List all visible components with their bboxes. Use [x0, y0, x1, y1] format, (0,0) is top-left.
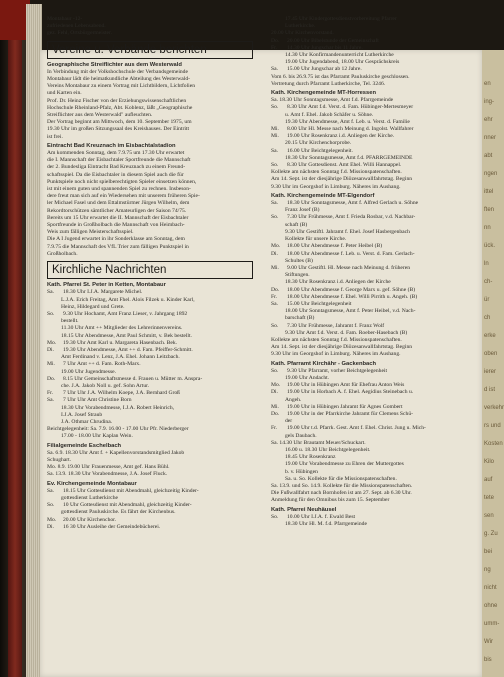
text-line: der: [285, 418, 293, 425]
entry-text: 18.30 Uhr Sonntagsmesse, Amt f. Alfred Gerlach u. Söhne: [287, 200, 419, 207]
text-line: Punktspiele noch nicht spielberechtigten Spieler einsetzen können,: [47, 178, 197, 185]
schedule-entry: [271, 66, 479, 73]
margin-fragment: ng: [484, 567, 491, 573]
text-line: 19.00 Uhr Jugendabend, 18.00 Uhr Gesprächskreis: [285, 59, 400, 66]
schedule-entry: [47, 524, 253, 531]
entry-day: Mi.: [271, 403, 279, 410]
text-line: 19.00 Uhr Jugendmesse.: [61, 368, 116, 375]
text-line: zufriedenen Lebensabend.: [47, 23, 106, 30]
entry-day: So.: [271, 513, 279, 520]
margin-fragment: en: [484, 81, 491, 87]
margin-fragment: g. Zu: [484, 531, 498, 537]
schedule-entry: [47, 311, 253, 318]
entry-day: Di.: [271, 389, 278, 396]
entry-text: 16 30 Uhr Ausleihe der Gemeindebücherei.: [63, 523, 161, 530]
entry-text: 18.15 Uhr Gottesdienst mit Abendmahl, gleichzeitig Kinder-: [63, 487, 199, 494]
entry-day: Fr.: [47, 390, 54, 397]
schedule-entry: [271, 133, 479, 140]
entry-day: Di.: [271, 250, 278, 257]
text-line: 7.9.75 die Mannschaft des VfL Trier zum fälligen Punktspiel in: [47, 243, 189, 250]
text-line: 18.30 Uhr Rosenkranz i.d. Anliegen der Kirche: [285, 279, 391, 286]
article-heading: Kath. Pfarrei St. Peter in Ketten, Montabaur: [47, 282, 166, 289]
article-heading: Ev. Kirchengemeinde Montabaur: [47, 480, 137, 487]
text-line: Die Fußwallfahrt nach Bornhofen ist am 27. Sept. ab 6.30 Uhr.: [271, 490, 412, 497]
text-line: und Karten ein.: [47, 90, 82, 97]
text-line: Hochschule Rheinland-Pfalz, Abt. Koblenz, läßt „Geographische: [47, 104, 193, 111]
schedule-entry: [271, 301, 479, 308]
entry-day: Mo.: [271, 243, 281, 250]
text-line: 9.30 Uhr im Georgshof in Limburg. Näheres im Aushang.: [271, 183, 401, 190]
entry-text: 18.00 Uhr Abendmesse f. Peter Heibel (B): [287, 243, 383, 250]
text-line: Vom 6. bis 26.9.75 ist das Pfarramt Pauluskirche geschlossen.: [271, 73, 410, 80]
schedule-entry: [271, 382, 479, 389]
schedule-entry: [271, 200, 479, 207]
margin-fragment: abt: [484, 153, 493, 159]
entry-day: Sa.: [271, 300, 278, 307]
text-line: Sa. 13.9. 18.30 Uhr Vorabendmesse, J.A. Josef Fluck.: [47, 471, 168, 478]
entry-text: 19.30 Uhr Abendmesse, Amt ++ d. Fam. Pfeiffer-Schmitt.: [63, 346, 193, 353]
entry-text: 9.30 Uhr Hochamt, Amt Franz Lieser, v. Jahrgang 1892: [63, 310, 188, 317]
entry-day: Di.: [47, 523, 54, 530]
text-line: Prof. Dr. Heinz Fischer von der Erziehungswissenschaftlichen: [47, 97, 187, 104]
text-line: barschaft (B): [285, 315, 315, 322]
text-line: gels Daubach.: [285, 432, 317, 439]
schedule-entry: [271, 368, 479, 375]
article-heading: Kath. Pfarrei Neuhäusel: [271, 506, 337, 513]
text-line: 18.30 Uhr Vorabendmesse, I.J.A. Robert Heinrich,: [61, 404, 175, 411]
entry-text: 10.00 Uhr I.J.A. f. Ewald Best: [287, 513, 356, 520]
schedule-entry: [271, 38, 479, 45]
text-line: Lutherkirche.: [285, 23, 316, 30]
right-column: [271, 16, 479, 528]
entry-day: Sa.: [47, 487, 54, 494]
entry-text: 19.00 Uhr in der Pfarrkirche Jahramt für Clemens Schü-: [287, 410, 413, 417]
schedule-entry: [271, 323, 479, 330]
schedule-entry: [271, 411, 479, 418]
entry-text: 8.00 Uhr Hl. Messe nach Meinung d. Ingolst. Wallfahrer: [287, 126, 414, 133]
text-line: Am 14. Sept. ist der diesjährige Diözesanwallfahrtstag. Beginn: [271, 176, 413, 183]
entry-day: Do.: [271, 410, 280, 417]
schedule-entry: [271, 425, 479, 432]
entry-day: So.: [271, 162, 279, 169]
entry-day: So.: [271, 214, 279, 221]
margin-fragment: ück.: [484, 243, 496, 249]
margin-fragment: Wir: [484, 639, 493, 645]
margin-fragment: nicht: [484, 585, 497, 591]
schedule-entry: [47, 376, 253, 383]
text-line: ist frei.: [47, 133, 63, 140]
text-line: Montabaur lädt die heimatkundliche Abteilung des Westerwald-: [47, 76, 190, 83]
text-line: Kollekte am nächsten Sonntag f.d. Missionspatenschaften.: [271, 169, 402, 176]
entry-day: Mi.: [271, 133, 279, 140]
text-line: gottesdienst Lutherkirche: [61, 494, 119, 501]
text-line: bestellt.: [61, 318, 79, 325]
text-line: Beichtgelegenheit: Sa. 7.9. 16.00 - 17.00 Uhr Pfr. Niederberger: [47, 426, 189, 433]
margin-fragment: d ist: [484, 387, 496, 393]
text-line: Anmeldung für den Omnibus bis zum 15. September: [271, 497, 390, 504]
text-line: 16.00 u. 18.30 Uhr Beichtgelegenheit.: [285, 446, 371, 453]
entry-day: Sa.: [271, 66, 278, 73]
text-line: L.J.A. Erich Freitag, Amt Fhel. Alois Filzek u. Kinder Karl,: [61, 296, 195, 303]
text-line: Stiftungen.: [285, 272, 310, 279]
entry-day: Sa.: [47, 289, 54, 296]
entry-day: Di.: [47, 346, 54, 353]
text-line: Großholbach.: [47, 250, 78, 257]
entry-text: 15.00 Uhr Beichtgelegenheit: [287, 300, 352, 307]
text-line: die I. Mannschaft der Eisbachtaler Sportfreunde die Mannschaft: [47, 157, 191, 164]
schedule-entry: [271, 265, 479, 272]
schedule-entry: [47, 289, 253, 296]
text-line: Streiflichter aus dem Westerwald" aufleuchten.: [47, 112, 153, 119]
margin-fragment: ften: [484, 207, 495, 213]
entry-day: So.: [271, 322, 279, 329]
text-line: Sa. 6.9. 18.30 Uhr Amt f. + Kapellenvorstandsmitglied Jakob: [47, 449, 185, 456]
schedule-entry: [271, 162, 479, 169]
spine-binding-strip: [8, 0, 22, 677]
text-line: schaft (B): [285, 221, 308, 228]
entry-text: 19.30 Uhr Amt Karl u. Margareta Hasenbach. Bek.: [63, 339, 178, 346]
schedule-entry: [271, 45, 479, 52]
entry-day: So.: [47, 502, 55, 509]
margin-fragment: Kosten: [484, 441, 503, 447]
text-line: Schultes (B): [285, 257, 313, 264]
schedule-entry: [271, 287, 479, 294]
text-line: Sportfreunde in Großholbach die Mannschaft von Heimbach-: [47, 222, 185, 229]
text-line: 9.30 Uhr Gestiftl. Jahramt f. Ehel. Josef Hasbergenbach: [285, 228, 410, 235]
schedule-entry: [47, 347, 253, 354]
entry-day: Mo.: [47, 339, 57, 346]
entry-text: 7.30 Uhr Frühmesse, Amt f. Frieda Rosbar, v.d. Nachbar-: [287, 214, 416, 221]
text-line: 9.30 Uhr Amt f.d. Verst. d. Fam. Roeber-Hasebach (B): [285, 329, 408, 336]
margin-fragment: verkehr: [484, 405, 504, 411]
text-line: Kollekte für unsere Kirche.: [285, 236, 347, 243]
section-title: Vereine u. Verbände berichten: [47, 41, 253, 59]
entry-day: So.: [271, 104, 279, 111]
entry-day: Mi.: [271, 126, 279, 133]
entry-day: Mo.: [47, 516, 57, 523]
text-line: 18.30 Uhr Sonntagsmesse, Amt f.d. PFARRGEMEINDE: [285, 154, 413, 161]
schedule-entry: [271, 294, 479, 301]
schedule-entry: [271, 243, 479, 250]
text-line: Der Vortrag beginnt am Mittwoch, dem 10. September 1975, um: [47, 119, 192, 126]
text-line: Bereits um 15 Uhr erwartet die II. Mannschaft der Eisbachtaler: [47, 214, 189, 221]
entry-text: 18.00 Uhr Abendmesse f. Ehel. Willi Pirrith u. Angeh. (B): [287, 293, 418, 300]
schedule-entry: [271, 126, 479, 133]
text-line: 19.00 Uhr Andacht.: [285, 374, 330, 381]
margin-fragment: bis: [484, 657, 492, 663]
margin-fragment: nner: [484, 135, 497, 141]
entry-text: 7 Uhr Amt ++ d. Fam. Roth-Marx.: [63, 361, 141, 368]
text-line: Schughart.: [47, 456, 72, 463]
entry-text: 8.30 Uhr Gottesdienst. Amt Ehel. Willi Hannappel.: [287, 162, 402, 169]
text-line: 17.45 Uhr Kindergottesdienstvorbereitung Pfarrer: [285, 16, 397, 22]
schedule-entry: [271, 389, 479, 396]
entry-text: 19.00 Uhr Rosenkranz i.d. Anliegen der Kirche.: [287, 133, 395, 140]
text-line: schaftsspiel. Da die Eisbachtaler in diesem Spiel auch die für: [47, 171, 184, 178]
text-line: ler Michael Fasel und dem Ettalmstürmer Jürgen Wilhelm, dem: [47, 200, 190, 207]
article-heading: Geographische Streiflichter aus dem Westerwald: [47, 61, 182, 68]
entry-day: Sa.: [47, 397, 54, 404]
text-line: che. J.A. Jakob Noll u. gef. Sohn Artur.: [61, 382, 150, 389]
schedule-entry: [47, 340, 253, 347]
margin-fragment: ür: [484, 297, 490, 303]
entry-text: 9.30 Uhr Pfarramt, vorher Beichtgelegenheit: [287, 367, 388, 374]
text-line: gottesdienst Pauluskirche. Es fährt der Kirchenbus.: [61, 509, 176, 516]
entry-day: Fr.: [271, 44, 278, 51]
text-line: Montabaur -12-: [47, 16, 83, 22]
text-line: Vereins Montabaur zu einem Vortrag mit Lichtbildern, Lichtfolien: [47, 83, 195, 90]
entry-text: 18.00 Uhr Abendmesse f. George Marx u. gef. Söhne (B): [287, 286, 416, 293]
margin-fragment: ln: [484, 261, 489, 267]
article-heading: Kath. Kirchengemeinde MT-Horressen: [271, 90, 377, 97]
text-line: Rekordtorschützen sämtlicher Amateurligen der Saison 74/75.: [47, 207, 187, 214]
text-line: 20.00 Uhr Kirchenvorstand.: [271, 30, 334, 37]
text-line: Am 14. Sept. ist der diesjährige Diözesanwallfahrtstag. Beginn: [271, 344, 413, 351]
entry-text: 8.30 Uhr Amt f.d. Verst. d. Fam. Hübinger-Mertesmeyer: [287, 104, 414, 111]
section-title: Kirchliche Nachrichten: [47, 261, 253, 279]
margin-fragment: sen: [484, 513, 494, 519]
entry-day: Mi.: [271, 264, 279, 271]
text-line: 19.30 Uhr Abendmesse, Amt f. Leb. u. Verst. d. Familie: [285, 118, 410, 125]
text-line: J.A. Othmar Chrudina.: [61, 418, 113, 425]
article-heading: Filialgemeinde Eschelbach: [47, 442, 122, 449]
text-line: 19.00 Uhr Vorabendmesse zu Ehren der Muttergottes: [285, 461, 404, 468]
entry-day: Sa.: [271, 200, 278, 207]
margin-fragment: ehr: [484, 117, 493, 123]
margin-fragment: ing-: [484, 99, 495, 105]
entry-text: 7 Uhr Uhr J.A. Wilhelm Koepe, J.A. Bernhard Groß: [63, 390, 180, 397]
entry-text: 19.00 Uhr in Horbach A. f. Ehel. Aegidius Steinebach u.: [287, 389, 414, 396]
left-column: [47, 16, 253, 531]
entry-day: Do.: [271, 37, 280, 44]
text-line: Kollekte am nächsten Sonntag f.d. Missionspatenschaften.: [271, 336, 402, 343]
schedule-entry: [271, 514, 479, 521]
schedule-entry: [271, 251, 479, 258]
margin-fragment: ch: [484, 315, 491, 321]
text-line: Am kommenden Sonntag, dem 7.9.75 um 17.30 Uhr erwartet: [47, 150, 185, 157]
text-line: 14.30 Uhr Konfirmandenunterricht Lutherkirche: [285, 52, 394, 59]
schedule-entry: [47, 397, 253, 404]
margin-fragment: ierer: [484, 369, 497, 375]
text-line: Sa. 14.30 Uhr Brautamt Meuer/Schuckart.: [271, 439, 366, 446]
text-line: Sa. u. So. Kollekte für die Missionspatenschaften.: [285, 475, 397, 482]
margin-fragment: Kilo: [484, 459, 495, 465]
entry-day: Do.: [271, 286, 280, 293]
margin-fragment: nn: [484, 225, 491, 231]
entry-text: 20.00 Uhr Kirchenchor.: [63, 516, 117, 523]
text-line: 17.00 - 18.00 Uhr Kaplan Wein.: [61, 433, 133, 440]
text-line: 11.30 Uhr Amt ++ Mitglieder des Lehrerinnenvereins.: [61, 325, 183, 332]
schedule-entry: [47, 361, 253, 368]
text-line: dere freut man sich auf ein Wiedersehen mit unserem früheren Spie-: [47, 193, 200, 200]
text-line: Franz Josef (B): [285, 207, 320, 214]
entry-text: 18.30 Uhr I.J.A. Margarete Michel.: [63, 289, 143, 296]
text-line: 9.30 Uhr im Georgshof in Limburg. Näheres im Aushang.: [271, 351, 401, 358]
text-line: Sa. 13.9. und So. 14.9. Kollekte für die Missionspatenschaften.: [271, 483, 413, 489]
margin-fragment: ngen: [484, 171, 498, 177]
margin-fragment: oben: [484, 351, 498, 357]
entry-text: 18.00 Uhr Abendmesse f. Leb. u. Verst. d. Fam. Gerlach-: [287, 250, 415, 257]
entry-text: 8.15 Uhr Gemeinschaftsmesse d. Frauen u. Mütter m. Anspra-: [63, 375, 203, 382]
margin-fragment: umm-: [484, 621, 500, 627]
entry-text: 7 Uhr Uhr Amt Christine Born: [63, 397, 132, 404]
next-page-edge: [482, 50, 504, 677]
entry-day: Mi.: [47, 361, 55, 368]
schedule-entry: [271, 148, 479, 155]
text-line: 18.15 Uhr Abendmesse, Amt Paul Schmitt, v. Bek bestellt.: [61, 332, 192, 339]
text-line: In Verbindung mit der Volkshochschule der Verbandsgemeinde: [47, 68, 188, 75]
entry-day: Mo.: [271, 382, 281, 389]
text-line: 19.30 Uhr im großen Sitzungssaal des Kreishauses. Der Eintritt: [47, 126, 189, 133]
margin-fragment: ohne: [484, 603, 498, 609]
entry-text: 7.30 Uhr Frühmesse, Jahramt f. Franz Wolf: [287, 322, 385, 329]
entry-day: Fr.: [271, 425, 278, 432]
text-line: 18.45 Uhr Rosenkranz: [285, 454, 336, 461]
text-line: Vertretung durch Pfarramt Lutherkirche, Tel. 3246.: [271, 80, 386, 87]
article-heading: Eintracht Bad Kreuznach im Eisbachtalstadion: [47, 142, 176, 149]
article-heading: Kath. Pfarramt Kirchähr - Gackenbach: [271, 360, 377, 367]
schedule-entry: [271, 404, 479, 411]
entry-text: 16.00 Uhr Beichtgelegenheit.: [287, 147, 353, 154]
margin-fragment: auf: [484, 477, 493, 483]
margin-fragment: ittel: [484, 189, 494, 195]
entry-text: 9.00 Uhr Gestiftl. Hl. Messe nach Meinung d. früheren: [287, 264, 411, 271]
article-heading: Kath. Kirchengemeinde MT-Elgendorf: [271, 192, 375, 199]
text-line: 18.00 Uhr Sonntagsmesse, Amt f. Peter Heibel, v.d. Nach-: [285, 308, 416, 315]
text-line: Angeh.: [285, 396, 302, 403]
text-line: Weis zum fälligen Meisterschaftsspiel.: [47, 229, 134, 236]
entry-text: 19.00 Uhr in Hübingen Jahramt für Agnes Gombert: [287, 403, 403, 410]
text-line: u. Amt f. Ehel. Jakob Schäfer u. Söhne.: [285, 111, 374, 118]
text-line: Sa. 18.30 Uhr Sonntagsmesse, Amt f.d. Pfarrgemeinde: [271, 97, 394, 104]
schedule-entry: [271, 104, 479, 111]
margin-fragment: erke: [484, 333, 496, 339]
text-line: Mo. 8.9. 19.00 Uhr Frauenmesse, Amt gef. Hans Bühl.: [47, 464, 170, 471]
text-line: ist mit einem guten und spannenden Spiel zu rechnen. Insbeson-: [47, 186, 191, 193]
text-line: gez. Fehl, Ortsbürgermeister.: [47, 30, 112, 37]
schedule-entry: [47, 488, 253, 495]
schedule-entry: [47, 517, 253, 524]
text-line: b. v. Hübingen: [285, 468, 318, 475]
text-line: 18.30 Uhr Hl. M. f.d. Pfarrgemeinde: [285, 521, 367, 528]
text-line: 20.15 Uhr Kirchenchorprobe.: [285, 140, 352, 147]
entry-day: Do.: [47, 375, 56, 382]
entry-text: 14.30 Uhr Jungschar bis 11 Jahre.: [287, 44, 363, 51]
entry-day: So.: [47, 310, 55, 317]
schedule-entry: [47, 502, 253, 509]
margin-fragment: tete: [484, 495, 495, 501]
text-line: Amt Ferdinand v. Lenz, J.A. Ehel. Johann Leitzbach.: [61, 354, 180, 361]
entry-text: 19.00 Uhr in Hübingen Amt für Ehefrau Anton Weis: [287, 382, 405, 389]
schedule-entry: [47, 390, 253, 397]
schedule-entry: [271, 214, 479, 221]
text-line: I.J.A. Josef Straub: [61, 411, 103, 418]
entry-text: 19.00 Uhr t.d. Pfarrk. Gest. Amt f. Ehel. Christ. Jung u. Mich-: [287, 425, 426, 432]
entry-text: 15.00 Uhr Jungschar ab 12 Jahre.: [287, 66, 362, 73]
entry-text: 10 Uhr Gottesdienst mit Abendmahl, gleichzeitig Kinder-: [63, 502, 192, 509]
text-line: Die A I Jugend erwartet in ihr Sonderklasse am Sonntag, dem: [47, 236, 185, 243]
margin-fragment: rs und: [484, 423, 501, 429]
margin-fragment: ch-: [484, 279, 493, 285]
entry-day: Fr.: [271, 293, 278, 300]
entry-text: 20.00 Uhr Bibelstunde der Gemeinschaft: [287, 37, 379, 44]
entry-day: So.: [271, 367, 279, 374]
entry-day: Sa.: [271, 147, 278, 154]
text-line: Heinz, Hildegard und Grete.: [61, 303, 125, 310]
text-line: der 2. Bundesliga Eintracht Bad Kreuznach zu einem Freund-: [47, 164, 186, 171]
margin-fragment: bei: [484, 549, 493, 555]
